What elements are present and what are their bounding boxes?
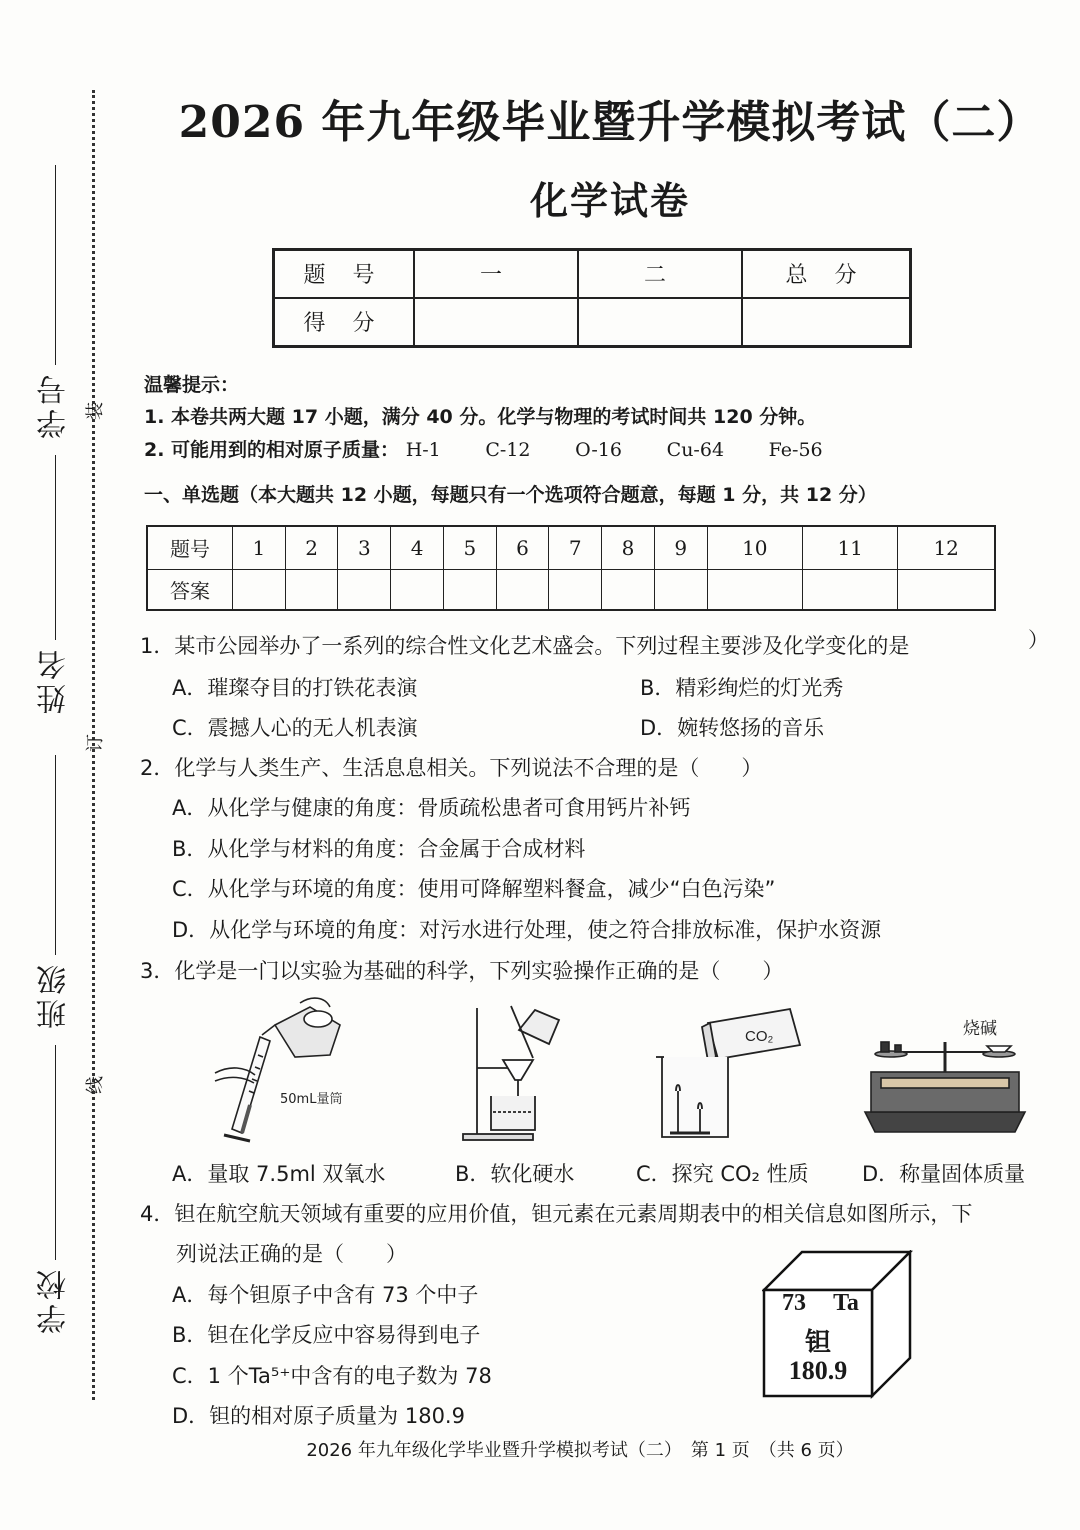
q2-option-d: D．从化学与环境的角度：对污水进行处理，使之符合排放标准，保护水资源 bbox=[172, 918, 882, 942]
binding-mark-xian: 线 bbox=[85, 1076, 106, 1094]
name-label: 姓名 bbox=[37, 646, 72, 714]
measuring-cylinder-illustration bbox=[200, 995, 380, 1145]
atomic-mass-value: 180.9 bbox=[788, 1356, 848, 1385]
score-table bbox=[272, 248, 912, 348]
balance-label: 烧碱 bbox=[963, 1019, 997, 1039]
answer-cell[interactable] bbox=[602, 569, 655, 610]
binding-mark-zhuang: 装 bbox=[85, 402, 106, 420]
tip-item: 2. 可能用到的相对原子质量： bbox=[144, 439, 400, 461]
q3-option-c: C．探究 CO₂ 性质 bbox=[636, 1162, 809, 1186]
answer-cell[interactable] bbox=[549, 569, 602, 610]
class-label: 班级 bbox=[37, 961, 72, 1029]
q1-option-a: A．璀璨夺目的打铁花表演 bbox=[172, 676, 418, 700]
tips-heading: 温馨提示： bbox=[144, 374, 240, 396]
answer-cell[interactable] bbox=[707, 569, 802, 610]
answer-cell[interactable] bbox=[233, 569, 286, 610]
q2-option-b: B．从化学与材料的角度：合金属于合成材料 bbox=[172, 837, 586, 861]
school-label: 学校 bbox=[37, 1266, 72, 1334]
q1-paren: ） bbox=[1028, 628, 1049, 652]
answer-cell[interactable] bbox=[654, 569, 707, 610]
score-cell[interactable] bbox=[414, 298, 578, 347]
filtration-illustration bbox=[455, 1000, 575, 1145]
answer-number: 2 bbox=[285, 526, 338, 569]
q2-option-a: A．从化学与健康的角度：骨质疏松患者可食用钙片补钙 bbox=[172, 796, 691, 820]
answer-number: 9 bbox=[654, 526, 707, 569]
co2-candle-illustration bbox=[650, 1005, 820, 1145]
section-heading: 一、单选题（本大题共 12 小题，每题只有一个选项符合题意，每题 1 分，共 12 分） bbox=[144, 484, 877, 506]
score-table-header: 一 bbox=[414, 250, 578, 298]
q3-option-a: A．量取 7.5ml 双氧水 bbox=[172, 1162, 386, 1186]
answer-cell[interactable] bbox=[338, 569, 391, 610]
name-field[interactable] bbox=[30, 455, 80, 714]
score-row-label: 得 分 bbox=[274, 298, 415, 347]
q2-stem: 2．化学与人类生产、生活息息相关。下列说法不合理的是（ ） bbox=[140, 756, 763, 780]
q4-option-d: D．钽的相对原子质量为 180.9 bbox=[172, 1404, 465, 1428]
answer-number: 12 bbox=[898, 526, 995, 569]
answer-number: 4 bbox=[391, 526, 444, 569]
q3-option-d: D．称量固体质量 bbox=[862, 1162, 1026, 1186]
student-id-label: 学号 bbox=[37, 371, 72, 439]
answer-number: 3 bbox=[338, 526, 391, 569]
balance-illustration bbox=[855, 1012, 1035, 1137]
q4-stem-line1: 4．钽在航空航天领域有重要的应用价值，钽元素在元素周期表中的相关信息如图所示，下 bbox=[140, 1202, 973, 1226]
score-cell[interactable] bbox=[578, 298, 742, 347]
student-id-field[interactable] bbox=[30, 165, 80, 439]
atomic-mass: H-1 bbox=[405, 439, 441, 461]
q4-option-a: A．每个钽原子中含有 73 个中子 bbox=[172, 1283, 479, 1307]
answer-cell[interactable] bbox=[285, 569, 338, 610]
atomic-mass: Fe-56 bbox=[768, 439, 823, 461]
exam-subtitle: 化学试卷 bbox=[529, 178, 690, 223]
q1-option-b: B．精彩绚烂的灯光秀 bbox=[640, 676, 844, 700]
answer-cell[interactable] bbox=[391, 569, 444, 610]
score-table-header: 总 分 bbox=[742, 250, 911, 298]
answer-cell[interactable] bbox=[496, 569, 549, 610]
class-field[interactable] bbox=[30, 755, 80, 1029]
q4-stem-line2: 列说法正确的是（ ） bbox=[176, 1242, 407, 1266]
atomic-mass: C-12 bbox=[485, 439, 531, 461]
atomic-number: 73 bbox=[782, 1290, 806, 1316]
co2-bottle-label: CO₂ bbox=[745, 1028, 774, 1045]
atomic-mass: Cu-64 bbox=[666, 439, 725, 461]
q2-option-c: C．从化学与环境的角度：使用可降解塑料餐盒，减少“白色污染” bbox=[172, 877, 776, 901]
answer-number: 7 bbox=[549, 526, 602, 569]
page-footer: 2026 年九年级化学毕业暨升学模拟考试（二） 第 1 页 （共 6 页） bbox=[306, 1440, 854, 1461]
score-table-header: 题 号 bbox=[274, 250, 415, 298]
q1-stem: 1．某市公园举办了一系列的综合性文化艺术盛会。下列过程主要涉及化学变化的是 bbox=[140, 634, 910, 658]
school-field[interactable] bbox=[30, 1045, 80, 1334]
element-name: 钽 bbox=[804, 1328, 831, 1358]
cylinder-label: 50mL量筒 bbox=[280, 1092, 343, 1107]
answer-number: 8 bbox=[602, 526, 655, 569]
answer-number: 1 bbox=[233, 526, 286, 569]
answer-cell[interactable] bbox=[443, 569, 496, 610]
exam-title: 2026 年九年级毕业暨升学模拟考试（二） bbox=[178, 97, 1042, 148]
answer-number: 10 bbox=[707, 526, 802, 569]
answer-table-row-label: 题号 bbox=[147, 526, 233, 569]
score-table-header: 二 bbox=[578, 250, 742, 298]
answer-number: 5 bbox=[443, 526, 496, 569]
tantalum-element-cell bbox=[762, 1250, 932, 1400]
q3-option-b: B．软化硬水 bbox=[455, 1162, 575, 1186]
tip-item: 1. 本卷共两大题 17 小题，满分 40 分。化学与物理的考试时间共 120 分钟。 bbox=[144, 406, 817, 428]
score-cell[interactable] bbox=[742, 298, 911, 347]
answer-cell[interactable] bbox=[898, 569, 995, 610]
q4-option-b: B．钽在化学反应中容易得到电子 bbox=[172, 1323, 481, 1347]
answer-table bbox=[146, 525, 996, 611]
q1-option-d: D．婉转悠扬的音乐 bbox=[640, 716, 825, 740]
atomic-mass: O-16 bbox=[575, 439, 623, 461]
answer-number: 11 bbox=[802, 526, 897, 569]
answer-cell[interactable] bbox=[802, 569, 897, 610]
tip-item-masses bbox=[144, 435, 861, 462]
q3-stem: 3．化学是一门以实验为基础的科学，下列实验操作正确的是（ ） bbox=[140, 959, 784, 983]
element-symbol: Ta bbox=[833, 1290, 859, 1316]
answer-table-row-label: 答案 bbox=[147, 569, 233, 610]
answer-number: 6 bbox=[496, 526, 549, 569]
q1-option-c: C．震撼人心的无人机表演 bbox=[172, 716, 418, 740]
q4-option-c: C．1 个Ta⁵⁺中含有的电子数为 78 bbox=[172, 1364, 492, 1388]
binding-mark-ding: 订 bbox=[85, 734, 106, 752]
